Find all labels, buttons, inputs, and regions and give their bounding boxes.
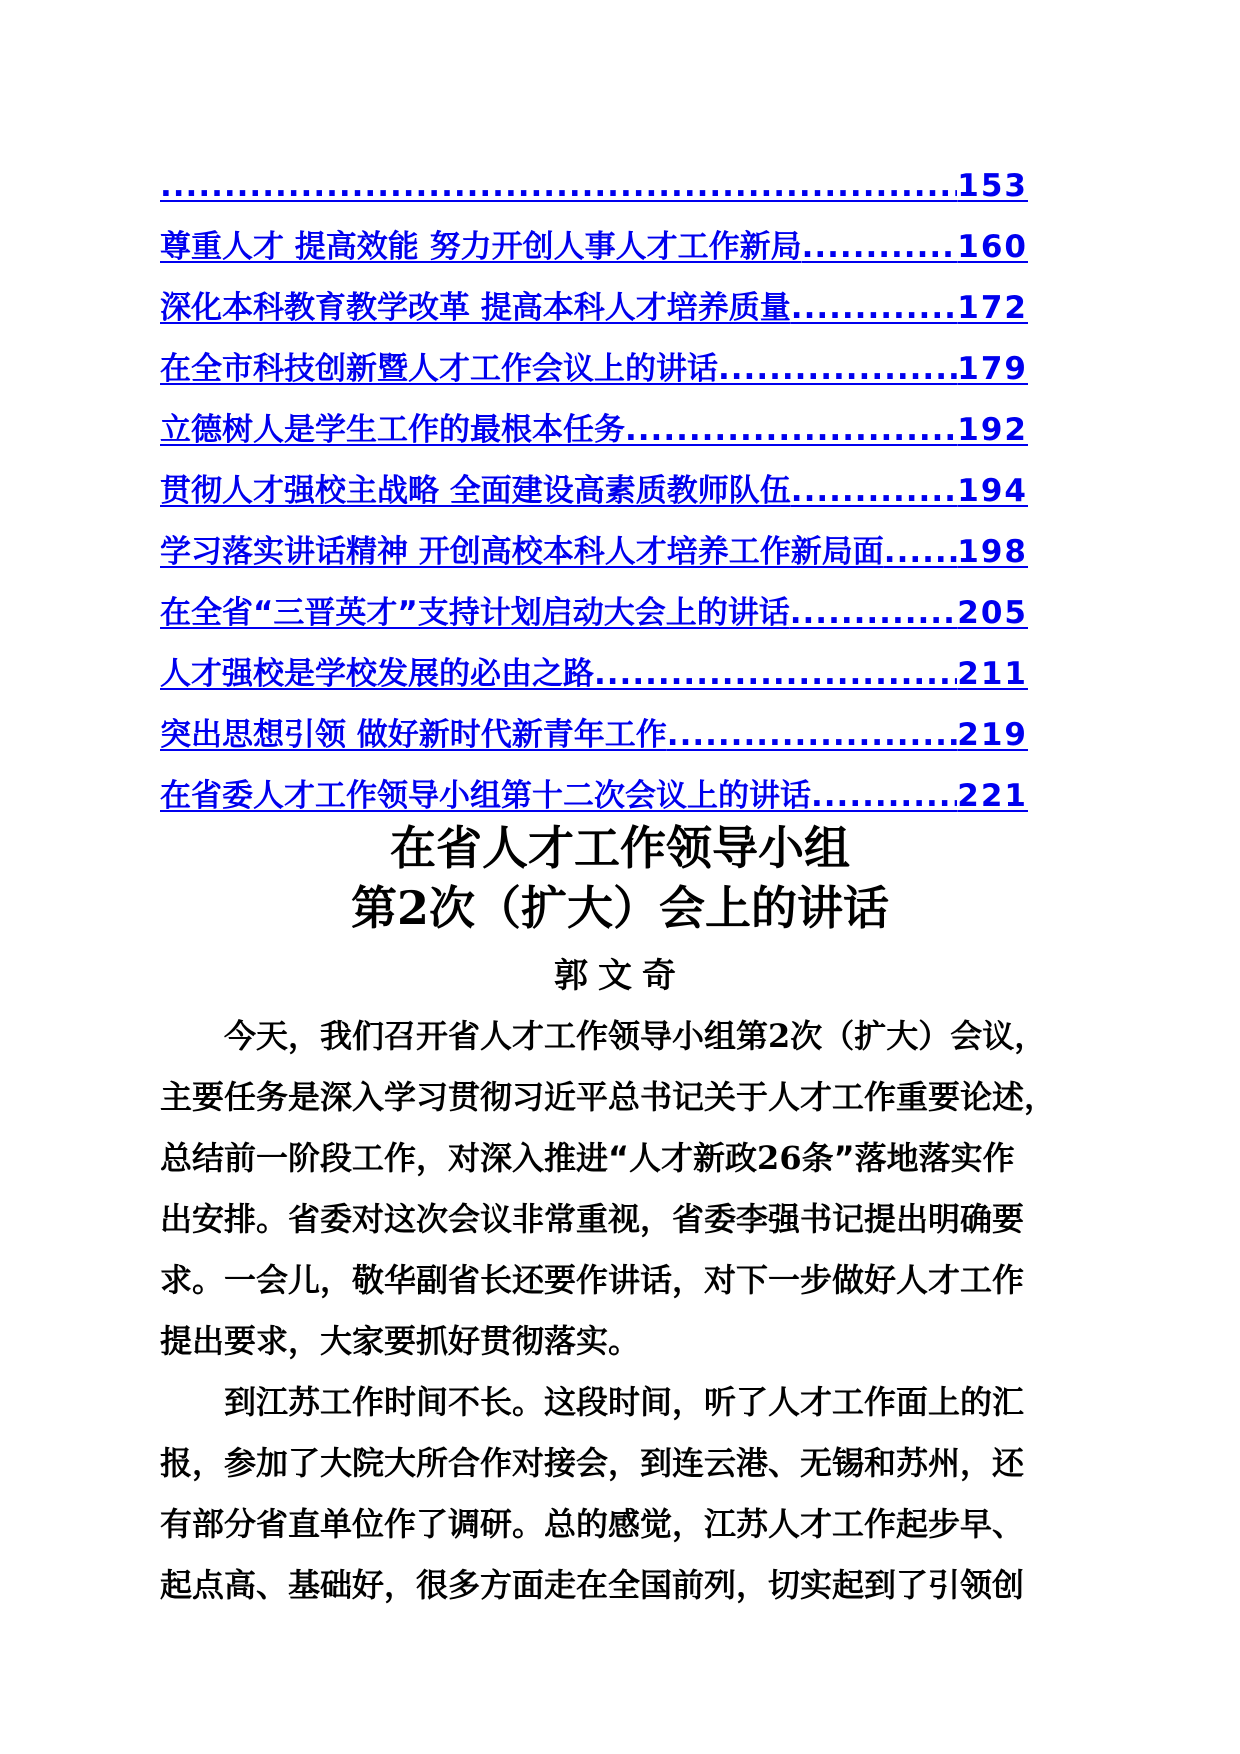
toc-leader-dots — [790, 593, 958, 633]
text: 今天，我们召开省人才工作领导小组第 — [224, 1017, 769, 1055]
table-of-contents — [160, 166, 1028, 837]
text: 条”落地落实作 — [801, 1139, 1015, 1177]
title-text: 次（扩大）会上的讲话 — [429, 881, 889, 935]
paragraph-line: 有部分省直单位作了调研。总的感觉，江苏人才工作起步早、 — [160, 1505, 1025, 1543]
toc-entry-title: 在全市科技创新暨人才工作会议上的讲话 — [160, 351, 718, 387]
toc-entry-title: 在全省“三晋英才”支持计划启动大会上的讲话 — [160, 595, 790, 631]
toc-link[interactable] — [160, 593, 1028, 633]
toc-link[interactable] — [160, 532, 1028, 572]
title-text: 第 — [350, 881, 397, 935]
toc-entry-title: 突出思想引领 做好新时代新青年工作 — [160, 717, 667, 753]
toc-entry-title: 立德树人是学生工作的最根本任务 — [160, 412, 625, 448]
toc-entry-page: 221 — [957, 778, 1028, 814]
toc-leader-dots — [791, 288, 957, 328]
toc-link[interactable] — [160, 715, 1028, 755]
toc-entry[interactable] — [160, 349, 1028, 410]
text: 总结前一阶段工作，对深入推进“人才新政 — [160, 1139, 758, 1177]
toc-entry-page: 172 — [957, 290, 1028, 326]
toc-entry-page: 205 — [957, 595, 1028, 631]
speech-title-line-1: 在省人才工作领导小组 — [390, 821, 850, 875]
toc-leader-dots — [802, 227, 958, 267]
toc-entry-title: 人才强校是学校发展的必由之路 — [160, 656, 594, 692]
toc-entry-page: 192 — [957, 412, 1028, 448]
toc-link[interactable] — [160, 471, 1028, 511]
toc-entry[interactable] — [160, 715, 1028, 776]
toc-entry[interactable] — [160, 410, 1028, 471]
speech-section — [160, 818, 1080, 1616]
speech-title-line-2 — [160, 878, 1080, 938]
paragraph-line — [160, 1006, 1080, 1067]
paragraph-line: 到江苏工作时间不长。这段时间，听了人才工作面上的汇 — [224, 1383, 1025, 1421]
toc-entry-page: 198 — [957, 534, 1028, 570]
toc-entry-page: 194 — [957, 473, 1028, 509]
toc-entry[interactable] — [160, 471, 1028, 532]
toc-entry[interactable] — [160, 288, 1028, 349]
paragraph-line: 提出要求，大家要抓好贯彻落实。 — [160, 1322, 641, 1360]
toc-link[interactable] — [160, 349, 1028, 389]
toc-link[interactable] — [160, 776, 1028, 816]
toc-leader-dots — [884, 532, 957, 572]
paragraph-line: 起点高、基础好，很多方面走在全国前列，切实起到了引领创 — [160, 1566, 1025, 1604]
toc-link[interactable] — [160, 410, 1028, 450]
title-number: 2 — [396, 881, 429, 935]
toc-leader-dots — [718, 349, 957, 389]
paragraph — [160, 1372, 1080, 1616]
toc-entry-page: 211 — [957, 656, 1028, 692]
toc-link[interactable] — [160, 288, 1028, 328]
toc-entry[interactable] — [160, 532, 1028, 593]
toc-leader-dots — [791, 471, 957, 511]
toc-entry-page: 160 — [957, 229, 1028, 265]
toc-entry[interactable] — [160, 166, 1028, 227]
toc-entry-title: 贯彻人才强校主战略 全面建设高素质教师队伍 — [160, 473, 791, 509]
paragraph-line: 报，参加了大院大所合作对接会，到连云港、无锡和苏州，还 — [160, 1444, 1025, 1482]
toc-entry[interactable] — [160, 654, 1028, 715]
toc-link[interactable] — [160, 227, 1028, 267]
toc-entry-page: 219 — [957, 717, 1028, 753]
paragraph-line — [160, 1128, 1080, 1189]
toc-entry-page: 179 — [957, 351, 1028, 387]
toc-leader-dots — [594, 654, 957, 694]
toc-entry-page: 153 — [957, 168, 1028, 204]
toc-entry-title: 学习落实讲话精神 开创高校本科人才培养工作新局面 — [160, 534, 884, 570]
paragraph-line: 求。一会儿，敬华副省长还要作讲话，对下一步做好人才工作 — [160, 1261, 1025, 1299]
speech-author: 郭文奇 — [554, 956, 686, 996]
toc-link[interactable] — [160, 654, 1028, 694]
toc-leader-dots — [160, 166, 957, 206]
toc-link[interactable] — [160, 166, 1028, 206]
toc-entry-title: 深化本科教育教学改革 提高本科人才培养质量 — [160, 290, 791, 326]
toc-leader-dots — [811, 776, 957, 816]
toc-leader-dots — [667, 715, 957, 755]
paragraph-line: 主要任务是深入学习贯彻习近平总书记关于人才工作重要论述， — [160, 1078, 1057, 1116]
toc-entry-title: 在省委人才工作领导小组第十二次会议上的讲话 — [160, 778, 811, 814]
toc-entry[interactable] — [160, 227, 1028, 288]
number: 2 — [768, 1017, 791, 1055]
text: 次（扩大）会议， — [790, 1017, 1047, 1055]
toc-entry-title: 尊重人才 提高效能 努力开创人事人才工作新局 — [160, 229, 802, 265]
paragraph — [160, 1006, 1080, 1372]
number: 26 — [757, 1139, 802, 1177]
toc-leader-dots — [625, 410, 957, 450]
paragraph-line: 出安排。省委对这次会议非常重视，省委李强书记提出明确要 — [160, 1200, 1025, 1238]
toc-entry[interactable] — [160, 593, 1028, 654]
